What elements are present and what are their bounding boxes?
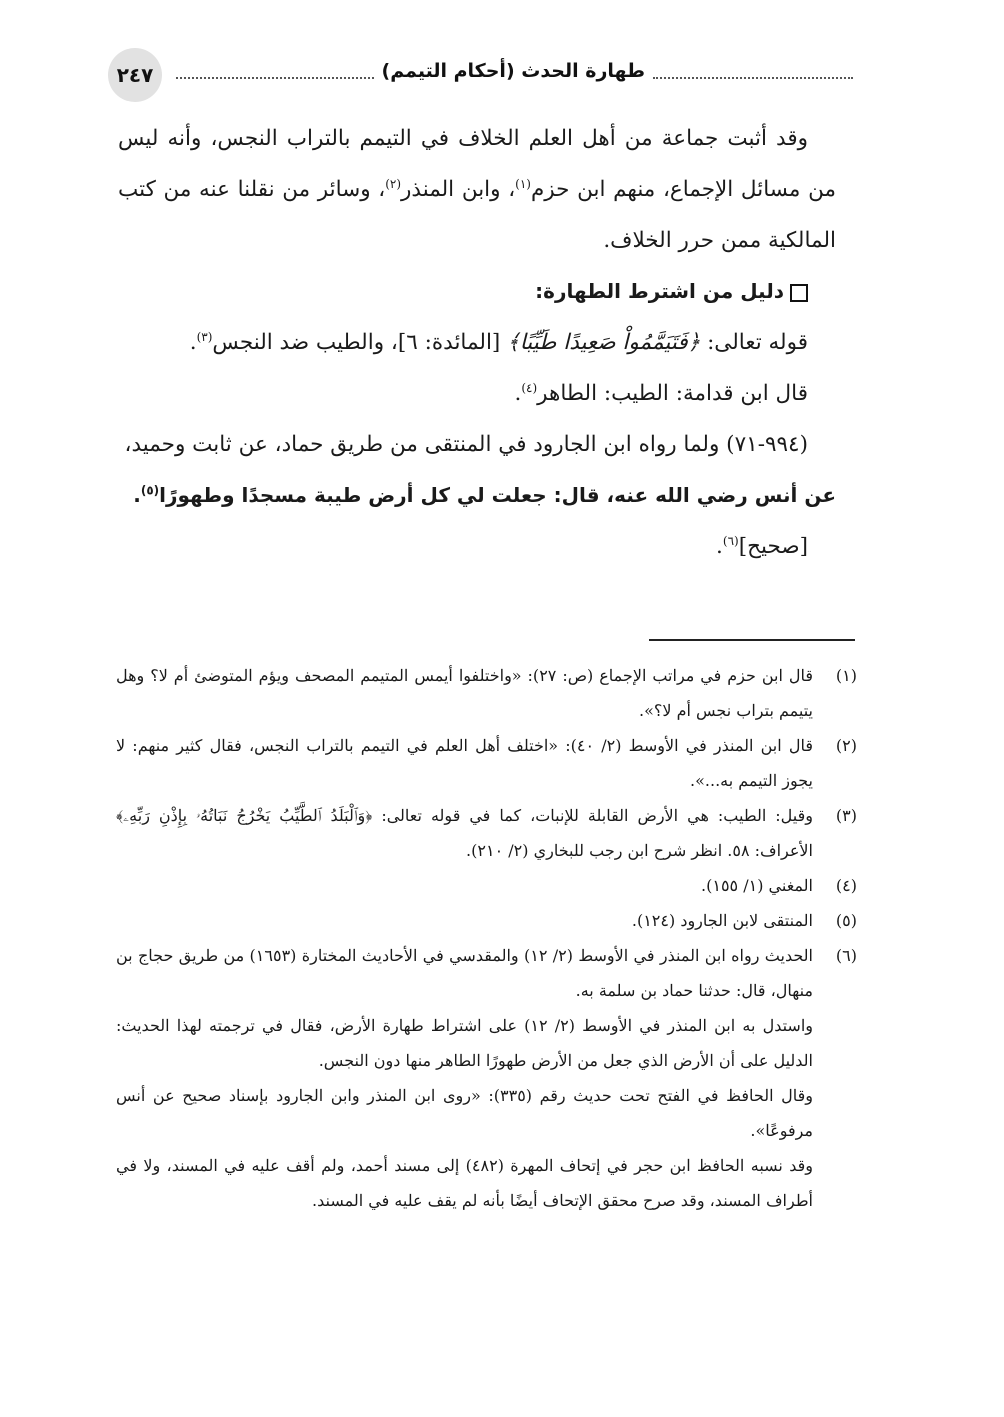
footnote-text: قال ابن المنذر في الأوسط (٢/ ٤٠): «اختلف أهل العلم في التيمم بالتراب النجس، فقال كثير منهم: لا يجوز التيمم به...». (116, 736, 814, 790)
footnote-text: وقيل: الطيب: هي الأرض القابلة للإنبات، كما في قوله تعالى: ﴿وَٱلْبَلَدُ ٱلطَّيِّبُ يَخْرُجُ نَبَاتُهُۥ بِإِذْنِ رَبِّهِۦ﴾ الأعراف: ٥٨. انظر شرح ابن رجب للبخاري (٢/ ٢١٠). (116, 806, 813, 860)
paragraph-3-text: قال ابن قدامة: الطيب: الطاهر (537, 381, 808, 406)
footnote-ref-6[interactable]: (٦) (722, 533, 739, 548)
hadith-text-end: . (133, 483, 141, 507)
paragraph-1-text-c: ، وسائر من نقلنا عنه من كتب المالكية ممن حرر الخلاف. (118, 177, 836, 253)
checkbox-square-icon (790, 284, 808, 302)
footnote-text: قال ابن حزم في مراتب الإجماع (ص: ٢٧): «واختلفوا أيمس المتيمم المصحف ويؤم المتوضئ أم لا؟ وهل يتيمم بتراب نجس أم لا؟». (116, 666, 813, 720)
footnote-1 (116, 658, 857, 728)
quran-verse: ﴿فَتَيَمَّمُواْ صَعِيدًا طَيِّبًا﴾ (507, 330, 701, 355)
footnote-ref-2[interactable]: (٢) (385, 176, 402, 191)
footnote-text: وقد نسبه الحافظ ابن حجر في إتحاف المهرة (٤٨٢) إلى مسند أحمد، ولم أقف عليه في المسند، ولا في أطراف المسند، وقد صرح محقق الإتحاف أيضًا بأنه لم يقف عليه في المسند. (116, 1156, 814, 1210)
grading-text: [صحيح] (738, 534, 808, 559)
chapter-title: طهارة الحدث (أحكام التيمم) (381, 60, 645, 82)
footnote-text: المغني (١/ ١٥٥). (701, 876, 813, 895)
footnote-ref-3[interactable]: (٣) (196, 329, 213, 344)
footnote-number: (٦) (835, 946, 857, 965)
paragraph-1 (118, 113, 836, 266)
paragraph-1-text-a: وقد أثبت جماعة من أهل العلم الخلاف في التيمم بالتراب النجس، وأنه ليس من مسائل الإجماع، منهم ابن حزم (118, 126, 836, 202)
hadith-text (118, 470, 836, 521)
grading (118, 521, 836, 572)
page-number-badge: ٢٤٧ (108, 48, 162, 102)
footnote-number: (٤) (835, 876, 857, 895)
footnote-text: الحديث رواه ابن المنذر في الأوسط (٢/ ١٢) والمقدسي في الأحاديث المختارة (١٦٥٣) من طريق حجاج بن منهال، قال: حدثنا حماد بن سلمة به. (116, 946, 814, 1000)
header-leader-dots-left (176, 63, 374, 79)
footnote-separator (649, 639, 855, 641)
running-header (108, 40, 853, 110)
footnote-6 (116, 938, 857, 1218)
paragraph-1-text-b: ، وابن المنذر (401, 177, 516, 202)
footnote-2 (116, 728, 857, 798)
footnote-4 (116, 868, 857, 903)
footnote-ref-5[interactable]: (٥) (140, 483, 160, 498)
section-heading-text: دليل من اشترط الطهارة: (535, 279, 784, 303)
header-title-row (176, 60, 853, 82)
paragraph-3-end: . (514, 381, 522, 406)
footnote-number: (٣) (835, 806, 857, 825)
footnote-text: المنتقى لابن الجارود (١٢٤). (631, 911, 813, 930)
footnote-5 (116, 903, 857, 938)
footnote-text: واستدل به ابن المنذر في الأوسط (٢/ ١٢) على اشتراط طهارة الأرض، فقال في ترجمته لهذا الحديث: الدليل على أن الأرض الذي جعل من الأرض طهورًا الطاهر منها دون النجس. (116, 1016, 813, 1070)
grading-end: . (716, 534, 723, 559)
paragraph-2-text-b: [المائدة: ٦]، والطيب ضد النجس (212, 330, 508, 355)
footnote-number: (١) (835, 666, 857, 685)
footnotes (116, 658, 857, 1218)
footnote-3 (116, 798, 857, 868)
paragraph-4: (٩٩٤-٧١) ولما رواه ابن الجارود في المنتقى من طريق حماد، عن ثابت وحميد، (124, 432, 808, 457)
paragraph-2-text-a: قوله تعالى: (700, 330, 808, 355)
footnote-text: وقال الحافظ في الفتح تحت حديث رقم (٣٣٥): «روى ابن المنذر وابن الجارود بإسناد صحيح عن أنس مرفوعًا». (116, 1086, 813, 1140)
footnote-number: (٢) (835, 736, 857, 755)
hadith-text-body: عن أنس رضي الله عنه، قال: جعلت لي كل أرض طيبة مسجدًا وطهورًا (159, 483, 836, 507)
main-text (118, 113, 836, 572)
footnote-ref-4[interactable]: (٤) (521, 380, 538, 395)
footnote-ref-1[interactable]: (١) (515, 176, 531, 191)
footnote-number: (٥) (835, 911, 857, 930)
paragraph-2 (118, 317, 836, 368)
paragraph-2-end: . (189, 330, 197, 355)
header-leader-dots-right (653, 63, 853, 79)
paragraph-3 (118, 368, 836, 419)
section-heading (118, 266, 836, 317)
